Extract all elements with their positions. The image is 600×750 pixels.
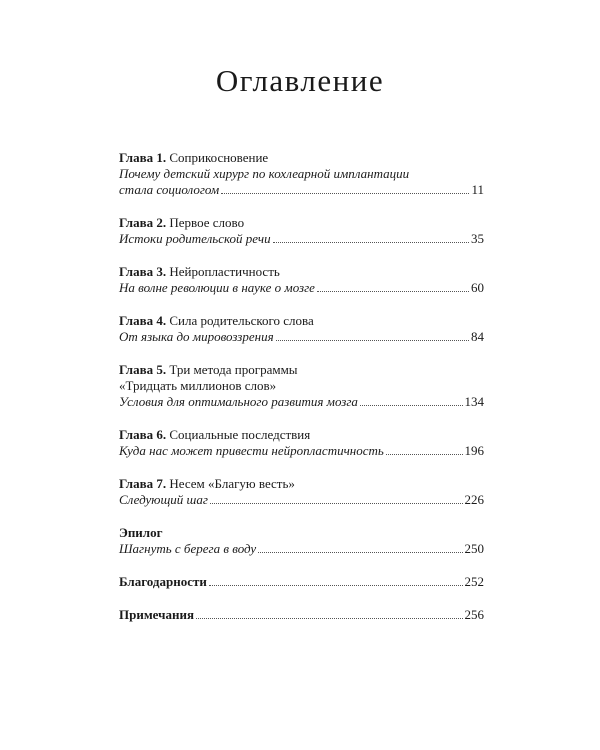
toc-entry-acknowledgements[interactable]	[119, 574, 484, 590]
toc-entry-chapter-3[interactable]	[119, 264, 484, 296]
chapter-name: Первое слово	[169, 215, 245, 230]
chapter-label: Глава 3.	[119, 264, 167, 279]
chapter-subtitle: Куда нас может привести нейропластичность	[119, 443, 384, 458]
page-number: 11	[471, 182, 484, 197]
chapter-label: Глава 2.	[119, 215, 167, 230]
toc-entry-chapter-1[interactable]	[119, 150, 484, 198]
page-number: 134	[464, 394, 484, 409]
page-number: 252	[464, 574, 484, 589]
toc-entry-chapter-4[interactable]	[119, 313, 484, 345]
dot-leader	[317, 291, 469, 292]
dot-leader	[258, 552, 462, 553]
dot-leader	[221, 193, 469, 194]
toc-entry-notes[interactable]	[119, 607, 484, 623]
chapter-name: Нейропластичность	[169, 264, 280, 279]
chapter-name-continued: «Тридцать миллионов слов»	[119, 378, 277, 393]
dot-leader	[209, 585, 463, 586]
toc-entry-chapter-6[interactable]	[119, 427, 484, 459]
table-of-contents	[119, 150, 484, 640]
dot-leader	[386, 454, 463, 455]
toc-entry-chapter-7[interactable]	[119, 476, 484, 508]
dot-leader	[360, 405, 463, 406]
toc-entry-chapter-2[interactable]	[119, 215, 484, 247]
chapter-label: Глава 1.	[119, 150, 167, 165]
page-number: 250	[464, 541, 484, 556]
chapter-label: Глава 7.	[119, 476, 167, 491]
chapter-name: Сила родительского слова	[169, 313, 314, 328]
chapter-label: Глава 5.	[119, 362, 167, 377]
acknowledgements-label: Благодарности	[119, 574, 207, 589]
epilogue-label: Эпилог	[119, 525, 163, 540]
chapter-subtitle: стала социологом	[119, 182, 220, 197]
chapter-name: Соприкосновение	[169, 150, 269, 165]
chapter-label: Глава 4.	[119, 313, 167, 328]
chapter-label: Глава 6.	[119, 427, 167, 442]
epilogue-subtitle: Шагнуть с берега в воду	[119, 541, 257, 556]
page-number: 256	[464, 607, 484, 622]
chapter-name: Три метода программы	[169, 362, 298, 377]
chapter-subtitle: Условия для оптимального развития мозга	[119, 394, 358, 409]
toc-entry-epilogue[interactable]	[119, 525, 484, 557]
page-number: 226	[464, 492, 484, 507]
chapter-subtitle: Истоки родительской речи	[119, 231, 271, 246]
chapter-subtitle: Почему детский хирург по кохлеарной имплантации	[119, 166, 410, 181]
dot-leader	[210, 503, 463, 504]
page-number: 35	[471, 231, 484, 246]
dot-leader	[196, 618, 463, 619]
notes-label: Примечания	[119, 607, 194, 622]
chapter-subtitle: Следующий шаг	[119, 492, 208, 507]
chapter-name: Несем «Благую весть»	[169, 476, 295, 491]
dot-leader	[276, 340, 469, 341]
chapter-subtitle: От языка до мировоззрения	[119, 329, 274, 344]
toc-entry-chapter-5[interactable]	[119, 362, 484, 410]
page-number: 84	[471, 329, 484, 344]
chapter-subtitle: На волне революции в науке о мозге	[119, 280, 315, 295]
dot-leader	[273, 242, 469, 243]
page-number: 60	[471, 280, 484, 295]
chapter-name: Социальные последствия	[169, 427, 311, 442]
page-title: Оглавление	[215, 63, 385, 98]
page-number: 196	[464, 443, 484, 458]
